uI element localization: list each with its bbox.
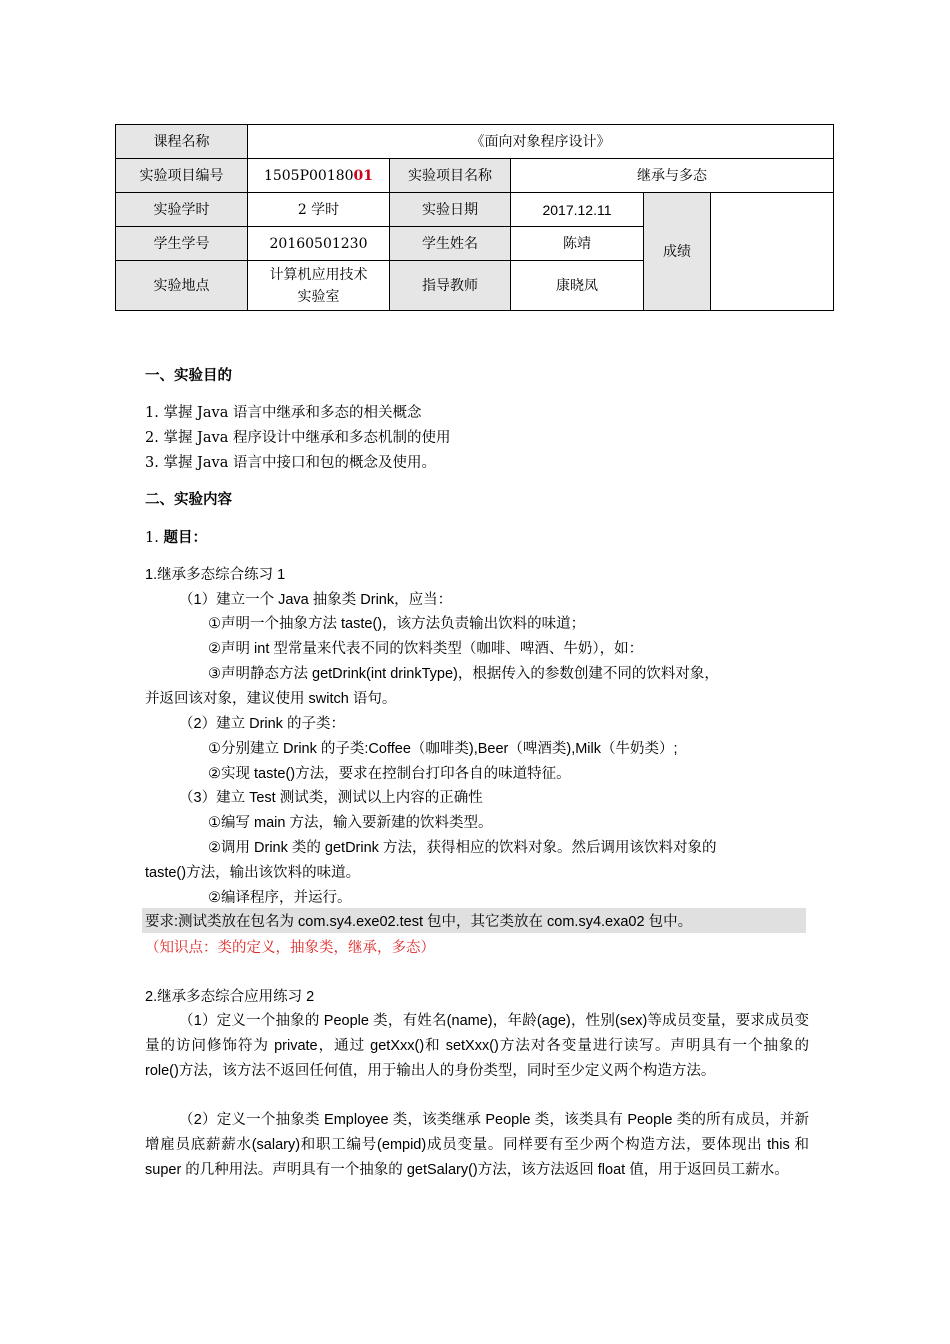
grade-value [711,193,834,311]
date-label: 实验日期 [390,193,511,227]
student-id-value: 20160501230 [248,227,390,261]
topic-line [145,526,207,547]
student-name-value: 陈靖 [511,227,644,261]
location-label: 实验地点 [116,261,248,311]
ex1-line-11: ②调用 Drink 类的 getDrink 方法，获得相应的饮料对象。然后调用该饮料对象的 [208,840,717,856]
ex1-line-2: ①声明一个抽象方法 taste()，该方法负责输出饮料的味道； [208,616,586,632]
course-name-label: 课程名称 [116,125,248,159]
location-line1: 计算机应用技术 [269,266,368,283]
ex2-title: 2.继承多态综合应用练习 2 [145,989,315,1005]
course-name-value: 《面向对象程序设计》 [248,125,834,159]
objective-item-3: 3. 掌握 Java 语言中接口和包的概念及使用。 [145,455,436,471]
ex1-line-8: ②实现 taste()方法，要求在控制台打印各自的味道特征。 [208,766,571,782]
experiment-info-table [115,124,834,311]
date-value: 2017.12.11 [511,193,644,227]
project-no-label: 实验项目编号 [116,159,248,193]
topic-prefix: 1. [145,530,164,546]
ex1-line-5: 并返回该对象，建议使用 switch 语句。 [145,691,397,707]
teacher-value: 康晓凤 [511,261,644,311]
section1-heading: 一、实验目的 [145,368,232,384]
project-no-value [248,159,390,193]
ex1-line-4: ③声明静态方法 getDrink(int drinkType)，根据传入的参数创建不同的饮料对象， [208,666,719,682]
topic-label: 题目： [163,529,207,546]
grade-label: 成绩 [644,193,711,311]
ex1-line-12: taste()方法，输出该饮料的味道。 [145,865,361,881]
student-name-label: 学生姓名 [390,227,511,261]
ex1-line-13: ②编译程序，并运行。 [208,890,352,906]
ex1-line-6: （2）建立 Drink 的子类： [179,716,345,732]
ex1-line-9: （3）建立 Test 测试类，测试以上内容的正确性 [179,790,483,806]
student-id-label: 学生学号 [116,227,248,261]
section2-heading: 二、实验内容 [145,492,232,508]
ex1-line-1: （1）建立一个 Java 抽象类 Drink，应当： [179,592,453,608]
ex1-line-7: ①分别建立 Drink 的子类:Coffee（咖啡类),Beer（啤酒类),Milk（牛奶类）; [208,741,678,757]
project-no-suffix: 01 [353,167,374,184]
ex1-requirement: 要求:测试类放在包名为 com.sy4.exe02.test 包中，其它类放在 com.sy4.exa02 包中。 [145,914,693,930]
teacher-label: 指导教师 [390,261,511,311]
hours-value: 2 学时 [248,193,390,227]
location-line2: 实验室 [297,288,340,305]
project-no-prefix: 1505P00180 [263,167,354,184]
hours-label: 实验学时 [116,193,248,227]
ex1-knowledge-points: （知识点：类的定义，抽象类，继承，多态） [145,940,435,956]
location-value [248,261,390,311]
objective-item-1: 1. 掌握 Java 语言中继承和多态的相关概念 [145,405,422,421]
project-name-label: 实验项目名称 [390,159,511,193]
ex1-line-3: ②声明 int 型常量来代表不同的饮料类型（咖啡、啤酒、牛奶），如： [208,641,644,657]
ex2-paragraph-1: （1）定义一个抽象的 People 类，有姓名(name)，年龄(age)，性别(sex)等成员变量，要求成员变量的访问修饰符为 private，通过 getXxx()和 setXxx()方法对各变量进行读写。声明具有一个抽象的 role()方法，该方法不返回任何值，用于输出人的身份类型，同时至少定义两个构造方法。 [145,1013,809,1079]
ex1-line-10: ①编写 main 方法，输入要新建的饮料类型。 [208,815,493,831]
project-name-value: 继承与多态 [511,159,834,193]
ex2-paragraph-2: （2）定义一个抽象类 Employee 类，该类继承 People 类，该类具有 People 类的所有成员，并新增雇员底薪薪水(salary)和职工编号(empid)成员变量。同样要有至少两个构造方法，要体现出 this 和 super 的几种用法。声明具有一个抽象的 getSalary()方法，该方法返回 float 值，用于返回员工薪水。 [145,1112,809,1178]
objective-item-2: 2. 掌握 Java 程序设计中继承和多态机制的使用 [145,430,451,446]
ex1-title: 1.继承多态综合练习 1 [145,567,286,583]
